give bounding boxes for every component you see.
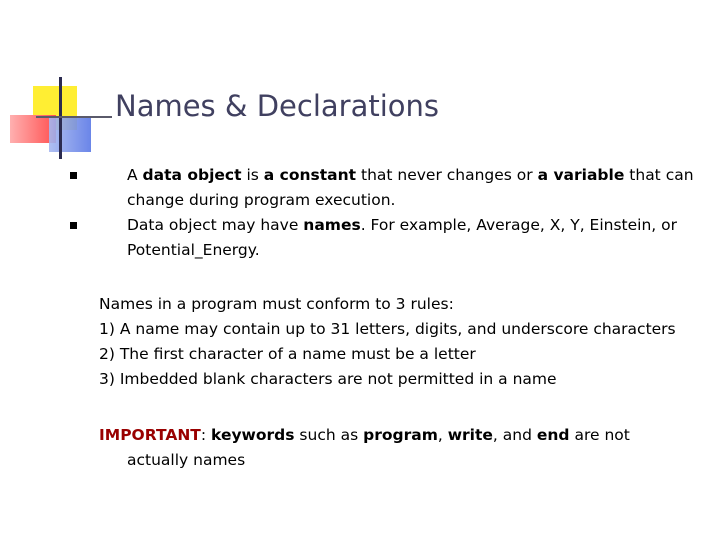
rule-item: 2) The first character of a name must be a letter — [99, 345, 476, 363]
bold-term: data object — [142, 166, 242, 184]
text-run: is — [241, 166, 264, 184]
bullet-text — [127, 163, 700, 213]
text-run: , — [437, 426, 448, 444]
text-run: that can change during program execution. — [127, 166, 694, 209]
bullet-square-icon — [70, 172, 77, 179]
logo-blue-square — [49, 118, 91, 152]
bullet-square-icon — [70, 222, 77, 229]
bullet-text — [127, 213, 700, 263]
bullet-item — [70, 163, 700, 213]
text-run: such as — [294, 426, 364, 444]
keyword-term: program — [363, 426, 438, 444]
logo-horizontal-line — [36, 116, 112, 118]
text-run: A — [127, 166, 143, 184]
rules-intro: Names in a program must conform to 3 rules: — [99, 295, 454, 313]
bold-term: a constant — [263, 166, 357, 184]
bold-term: names — [303, 216, 361, 234]
text-run: , and — [492, 426, 537, 444]
bold-term: a variable — [537, 166, 625, 184]
important-second-line: actually names — [127, 451, 246, 469]
rule-item: 1) A name may contain up to 31 letters, digits, and underscore characters — [99, 320, 676, 338]
important-note — [99, 423, 699, 473]
keyword-term: keywords — [211, 426, 295, 444]
text-run: : — [200, 426, 212, 444]
text-run: Data object may have — [127, 216, 304, 234]
text-run: . For example, Average, X, Y, Einstein, or Potential_Energy. — [127, 216, 678, 259]
rules-block — [99, 292, 709, 392]
bullet-item — [70, 213, 700, 263]
rule-item: 3) Imbedded blank characters are not permitted in a name — [99, 370, 557, 388]
keyword-term: write — [447, 426, 493, 444]
text-run: are not — [569, 426, 630, 444]
text-run: that never changes or — [356, 166, 538, 184]
keyword-term: end — [536, 426, 570, 444]
important-first-line — [99, 426, 630, 444]
bullet-list — [70, 163, 700, 263]
important-label: IMPORTANT — [99, 426, 201, 444]
slide-title: Names & Declarations — [115, 89, 440, 123]
logo-vertical-line — [59, 77, 62, 159]
